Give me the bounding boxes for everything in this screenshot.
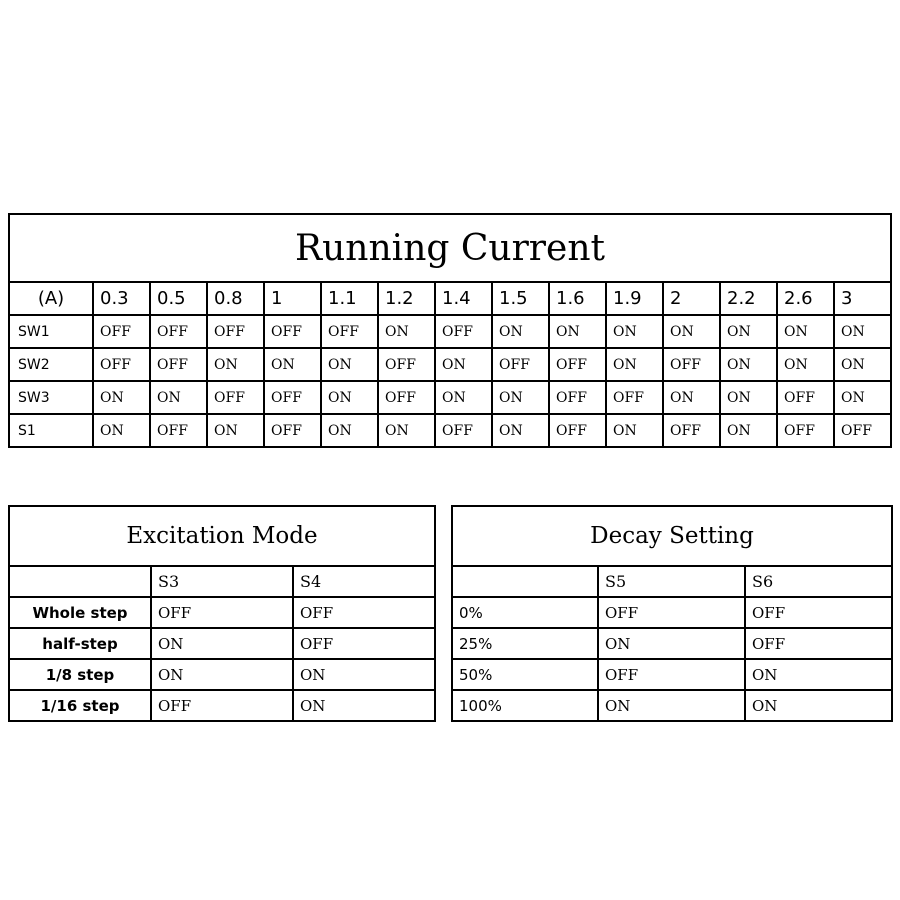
switch-state-cell: ON xyxy=(745,659,892,690)
switch-state-cell: ON xyxy=(207,348,264,381)
switch-state-cell: ON xyxy=(293,690,435,721)
excitation-row xyxy=(9,597,435,628)
switch-state-cell: ON xyxy=(663,381,720,414)
switch-state-cell: OFF xyxy=(93,348,150,381)
excitation-mode-table xyxy=(8,505,436,722)
unit-label: (A) xyxy=(9,282,93,315)
switch-state-cell: ON xyxy=(720,315,777,348)
empty-header-cell xyxy=(452,566,598,597)
row-label: SW3 xyxy=(9,381,93,414)
switch-state-cell: OFF xyxy=(606,381,663,414)
switch-state-cell: ON xyxy=(207,414,264,447)
excitation-row xyxy=(9,659,435,690)
current-header: 0.8 xyxy=(207,282,264,315)
switch-state-cell: OFF xyxy=(492,348,549,381)
switch-state-cell: OFF xyxy=(777,381,834,414)
switch-state-cell: OFF xyxy=(834,414,891,447)
decay-row xyxy=(452,690,892,721)
switch-state-cell: ON xyxy=(435,348,492,381)
mode-label: half-step xyxy=(9,628,151,659)
current-header-row xyxy=(9,282,891,315)
switch-state-cell: ON xyxy=(293,659,435,690)
switch-state-cell: ON xyxy=(150,381,207,414)
switch-state-cell: ON xyxy=(834,348,891,381)
switch-state-cell: ON xyxy=(606,315,663,348)
switch-state-cell: ON xyxy=(663,315,720,348)
switch-state-cell: OFF xyxy=(207,315,264,348)
switch-state-cell: ON xyxy=(598,690,745,721)
switch-state-cell: OFF xyxy=(207,381,264,414)
switch-state-cell: ON xyxy=(151,628,293,659)
excitation-title-row xyxy=(9,506,435,566)
decay-header-row xyxy=(452,566,892,597)
current-header: 2.2 xyxy=(720,282,777,315)
decay-setting-table xyxy=(451,505,893,722)
switch-state-cell: ON xyxy=(720,414,777,447)
switch-state-cell: ON xyxy=(435,381,492,414)
switch-state-cell: ON xyxy=(264,348,321,381)
decay-percent-label: 25% xyxy=(452,628,598,659)
switch-state-cell: OFF xyxy=(663,348,720,381)
switch-state-cell: OFF xyxy=(293,597,435,628)
column-header-s6: S6 xyxy=(745,566,892,597)
switch-state-cell: ON xyxy=(745,690,892,721)
switch-state-cell: OFF xyxy=(93,315,150,348)
switch-state-cell: ON xyxy=(549,315,606,348)
current-header: 1.2 xyxy=(378,282,435,315)
decay-percent-label: 50% xyxy=(452,659,598,690)
decay-row xyxy=(452,597,892,628)
switch-state-cell: OFF xyxy=(151,597,293,628)
mode-label: Whole step xyxy=(9,597,151,628)
switch-state-cell: ON xyxy=(93,381,150,414)
switch-state-cell: OFF xyxy=(745,628,892,659)
switch-state-cell: ON xyxy=(321,348,378,381)
current-header: 0.5 xyxy=(150,282,207,315)
switch-state-cell: ON xyxy=(606,414,663,447)
current-header: 1.6 xyxy=(549,282,606,315)
switch-state-cell: ON xyxy=(378,315,435,348)
switch-state-cell: ON xyxy=(151,659,293,690)
switch-state-cell: OFF xyxy=(264,414,321,447)
switch-state-cell: OFF xyxy=(321,315,378,348)
switch-state-cell: OFF xyxy=(598,659,745,690)
switch-state-cell: ON xyxy=(378,414,435,447)
switch-state-cell: OFF xyxy=(150,348,207,381)
decay-title-row xyxy=(452,506,892,566)
excitation-header-row xyxy=(9,566,435,597)
switch-state-cell: ON xyxy=(492,381,549,414)
switch-state-cell: OFF xyxy=(549,348,606,381)
switch-state-cell: ON xyxy=(321,414,378,447)
switch-state-cell: OFF xyxy=(378,348,435,381)
current-header: 1 xyxy=(264,282,321,315)
excitation-row xyxy=(9,628,435,659)
row-label: SW1 xyxy=(9,315,93,348)
switch-row-sw2 xyxy=(9,348,891,381)
current-header: 1.9 xyxy=(606,282,663,315)
switch-state-cell: ON xyxy=(834,315,891,348)
switch-state-cell: OFF xyxy=(745,597,892,628)
switch-state-cell: OFF xyxy=(150,315,207,348)
current-header: 3 xyxy=(834,282,891,315)
current-header: 1.1 xyxy=(321,282,378,315)
current-header: 2 xyxy=(663,282,720,315)
switch-state-cell: OFF xyxy=(598,597,745,628)
decay-percent-label: 0% xyxy=(452,597,598,628)
running-current-table xyxy=(8,213,892,448)
switch-state-cell: ON xyxy=(492,315,549,348)
switch-state-cell: ON xyxy=(777,348,834,381)
current-header: 2.6 xyxy=(777,282,834,315)
switch-state-cell: OFF xyxy=(264,381,321,414)
switch-state-cell: OFF xyxy=(435,315,492,348)
switch-state-cell: OFF xyxy=(777,414,834,447)
running-current-title: Running Current xyxy=(9,214,891,282)
mode-label: 1/8 step xyxy=(9,659,151,690)
switch-state-cell: ON xyxy=(777,315,834,348)
decay-row xyxy=(452,628,892,659)
switch-state-cell: ON xyxy=(834,381,891,414)
switch-state-cell: ON xyxy=(720,348,777,381)
column-header-s5: S5 xyxy=(598,566,745,597)
switch-state-cell: ON xyxy=(321,381,378,414)
switch-state-cell: OFF xyxy=(549,414,606,447)
excitation-mode-title: Excitation Mode xyxy=(9,506,435,566)
excitation-row xyxy=(9,690,435,721)
switch-state-cell: ON xyxy=(598,628,745,659)
switch-state-cell: OFF xyxy=(549,381,606,414)
column-header-s4: S4 xyxy=(293,566,435,597)
switch-state-cell: ON xyxy=(492,414,549,447)
switch-state-cell: OFF xyxy=(293,628,435,659)
current-header: 0.3 xyxy=(93,282,150,315)
mode-label: 1/16 step xyxy=(9,690,151,721)
switch-state-cell: OFF xyxy=(264,315,321,348)
switch-row-sw1 xyxy=(9,315,891,348)
switch-state-cell: OFF xyxy=(663,414,720,447)
decay-percent-label: 100% xyxy=(452,690,598,721)
column-header-s3: S3 xyxy=(151,566,293,597)
switch-state-cell: ON xyxy=(93,414,150,447)
row-label: S1 xyxy=(9,414,93,447)
running-current-title-row xyxy=(9,214,891,282)
switch-row-s1 xyxy=(9,414,891,447)
decay-setting-title: Decay Setting xyxy=(452,506,892,566)
switch-state-cell: OFF xyxy=(150,414,207,447)
switch-row-sw3 xyxy=(9,381,891,414)
switch-state-cell: OFF xyxy=(378,381,435,414)
current-header: 1.5 xyxy=(492,282,549,315)
switch-state-cell: OFF xyxy=(151,690,293,721)
decay-row xyxy=(452,659,892,690)
switch-state-cell: ON xyxy=(720,381,777,414)
row-label: SW2 xyxy=(9,348,93,381)
current-header: 1.4 xyxy=(435,282,492,315)
switch-state-cell: ON xyxy=(606,348,663,381)
empty-header-cell xyxy=(9,566,151,597)
switch-state-cell: OFF xyxy=(435,414,492,447)
